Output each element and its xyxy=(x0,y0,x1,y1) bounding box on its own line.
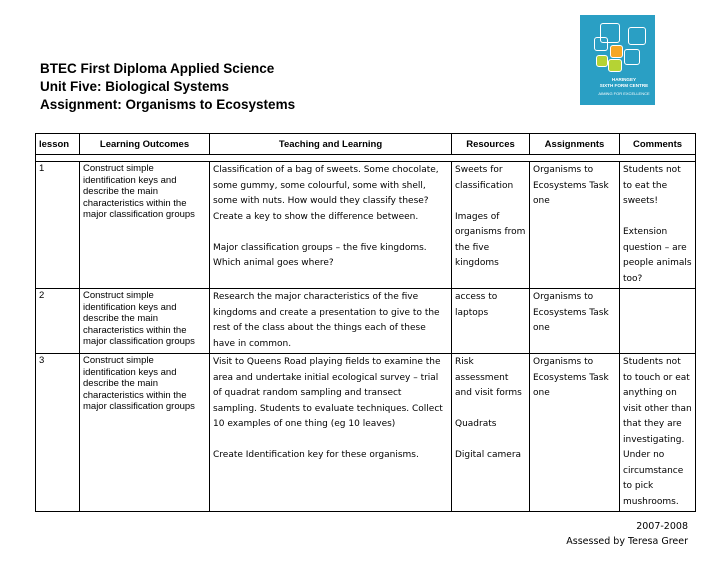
logo-square xyxy=(596,55,608,67)
assessor-line: Assessed by Teresa Greer xyxy=(566,536,688,547)
document-footer xyxy=(566,519,688,549)
table-row xyxy=(36,354,696,512)
teaching-cell xyxy=(210,289,452,354)
table-row xyxy=(36,289,696,354)
teaching-text: Research the major characteristics of the five kingdoms and create a presentation to give to the rest of the class about the things each of these have in common. xyxy=(213,292,440,349)
table-row xyxy=(36,162,696,289)
logo-square xyxy=(608,59,622,72)
comment-text: Students not to eat the sweets! xyxy=(623,165,681,206)
resource-text: Digital camera xyxy=(455,450,522,460)
comment-text: Extension question – are people animals too? xyxy=(623,227,692,284)
teaching-text: Classification of a bag of sweets. Some chocolate, some gummy, some colourful, some with shell, some with nuts. How would they classify these? Create a key to show the difference between. xyxy=(213,165,439,222)
logo-text xyxy=(596,77,652,88)
resource-text: access to laptops xyxy=(455,292,498,318)
logo-name-line1: HARINGEY xyxy=(611,77,637,82)
haringey-sixth-form-logo xyxy=(580,15,655,105)
resources-cell xyxy=(452,162,530,289)
resource-text: Sweets for classification xyxy=(455,165,514,191)
assignment-title: Assignment: Organisms to Ecosystems xyxy=(40,97,296,112)
unit-title: Unit Five: Biological Systems xyxy=(40,79,230,94)
logo-square xyxy=(610,45,623,58)
logo-square xyxy=(628,27,646,45)
resource-text: Risk assessment and visit forms xyxy=(455,357,522,398)
lesson-number: 1 xyxy=(36,162,80,289)
learning-outcomes-cell: Construct simple identification keys and describe the main characteristics within the major classification groups xyxy=(80,289,210,354)
teaching-text: Major classification groups – the five kingdoms. Which animal goes where? xyxy=(213,242,427,268)
lesson-plan-table xyxy=(35,133,696,512)
resource-text: Quadrats xyxy=(455,419,497,429)
learning-outcomes-cell: Construct simple identification keys and describe the main characteristics within the major classification groups xyxy=(80,162,210,289)
logo-square xyxy=(624,49,640,65)
assignments-cell: Organisms to Ecosystems Task one xyxy=(530,354,620,512)
comments-cell xyxy=(620,354,696,512)
logo-square xyxy=(600,23,620,43)
comments-cell xyxy=(620,289,696,354)
comment-text: Students not to touch or eat anything on visit other than that they are investigating. Under no circumstance to pick mushrooms. xyxy=(623,357,692,507)
column-header-outcomes: Learning Outcomes xyxy=(80,134,210,155)
column-header-teaching: Teaching and Learning xyxy=(210,134,452,155)
logo-name-line2: SIXTH FORM CENTRE xyxy=(599,82,649,88)
comments-cell xyxy=(620,162,696,289)
header-spacer xyxy=(36,155,696,162)
table-header-row xyxy=(36,134,696,155)
teaching-text: Create Identification key for these organisms. xyxy=(213,450,419,460)
column-header-resources: Resources xyxy=(452,134,530,155)
teaching-cell xyxy=(210,354,452,512)
assignments-cell: Organisms to Ecosystems Task one xyxy=(530,289,620,354)
resource-text: Images of organisms from the five kingdoms xyxy=(455,211,526,268)
academic-year: 2007-2008 xyxy=(636,521,688,532)
logo-tagline: AIMING FOR EXCELLENCE xyxy=(598,91,650,96)
teaching-cell xyxy=(210,162,452,289)
assignments-cell: Organisms to Ecosystems Task one xyxy=(530,162,620,289)
lesson-number: 3 xyxy=(36,354,80,512)
document-header xyxy=(40,60,295,114)
course-title: BTEC First Diploma Applied Science xyxy=(40,61,275,76)
learning-outcomes-cell: Construct simple identification keys and describe the main characteristics within the major classification groups xyxy=(80,354,210,512)
column-header-comments: Comments xyxy=(620,134,696,155)
lesson-number: 2 xyxy=(36,289,80,354)
resources-cell xyxy=(452,354,530,512)
column-header-lesson: lesson xyxy=(36,134,80,155)
teaching-text: Visit to Queens Road playing fields to examine the area and undertake initial ecological survey – trial of quadrat random sampling and transect sampling. Students to evaluate techniques. Collect 10 examples of one thing (eg 10 leaves) xyxy=(213,357,443,429)
column-header-assignments: Assignments xyxy=(530,134,620,155)
resources-cell xyxy=(452,289,530,354)
